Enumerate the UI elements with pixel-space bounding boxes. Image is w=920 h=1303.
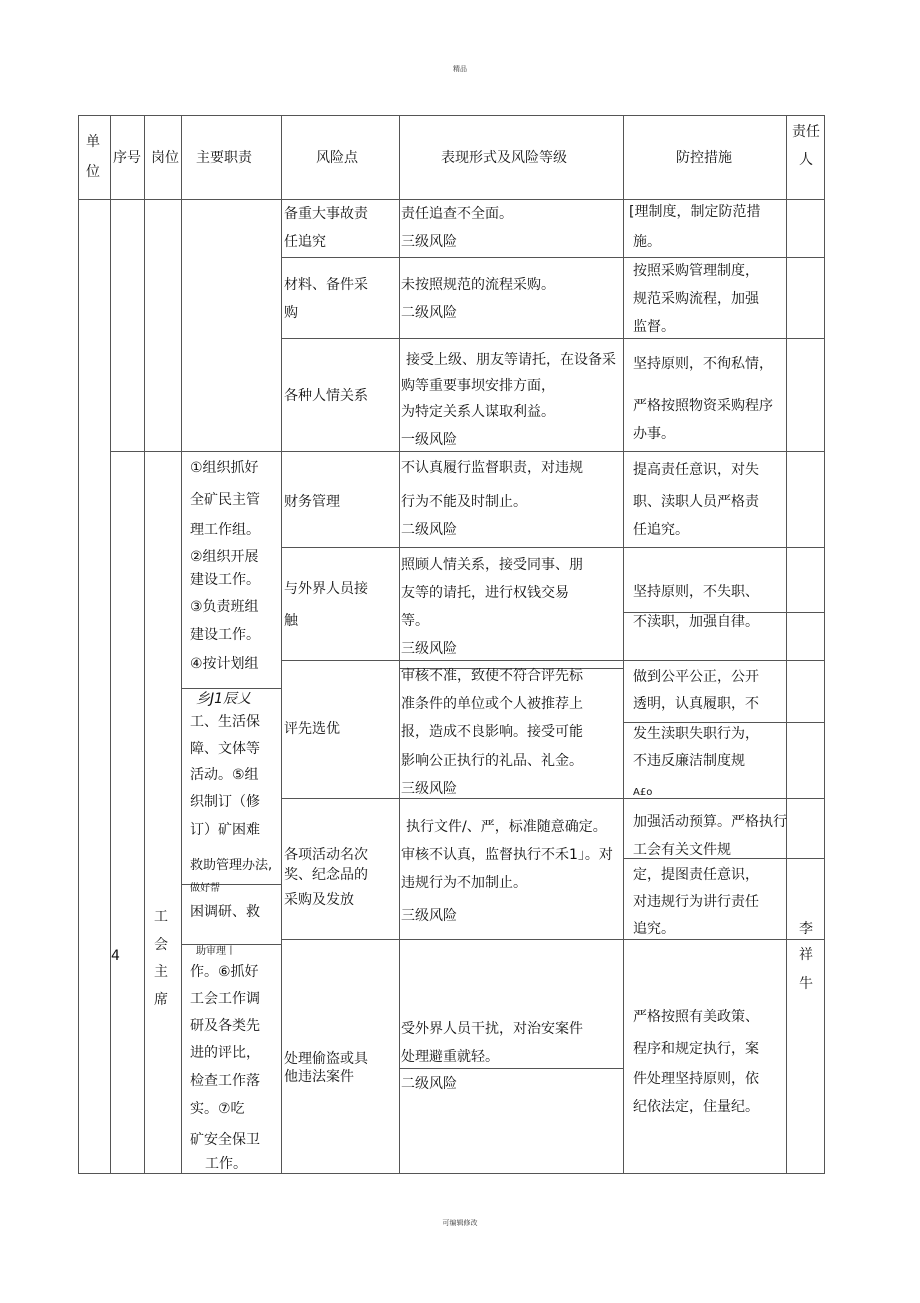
group-person-2: 祥 [799,947,813,963]
group-post-2: 会 [154,937,168,953]
row7-form-1: 执行文件/、严，标准随意确定。 [406,819,607,835]
duty-line: 做好帮 [190,883,220,894]
header-form: 表现形式及风险等级 [441,150,567,166]
row3-measure-3: 办事。 [633,426,675,442]
row5-form-2: 友等的请托，进行权钱交易 [401,585,569,601]
row5-measure-1: 坚持原则，不失职、 [633,584,759,600]
page-footer: 可编辑修改 [442,1219,478,1227]
row2-risk-2: 购 [284,305,298,321]
duty-line: 活动。⑤组 [190,767,259,783]
row4-measure-2: 职、渎职人员严格责 [633,494,759,510]
row4-form-2: 行为不能及时制止。 [401,494,527,510]
row4-measure-3: 任追究。 [633,522,689,538]
row7-form-4: 三级风险 [401,908,457,924]
duty-line: 研及各类先 [190,1018,260,1034]
group-post-3: 主 [154,964,168,980]
group-post-4: 席 [154,992,168,1008]
row7-risk-3: 采购及发放 [284,892,354,908]
row6-form-3: 报，造成不良影响。接受可能 [401,724,583,740]
row2-form-2: 二级风险 [401,305,457,321]
row6-measure-5: A£o [633,787,653,798]
row2-risk-1: 材料、备件采 [284,277,368,293]
duty-line: 困调研、救 [190,904,260,920]
row5-form-4: 三级风险 [401,641,457,657]
row6-form-1: 审核不准，致使不符合评先标 [401,668,583,684]
group-person-1: 李 [799,921,813,937]
row3-form-2: 购等重要事坝安排方面， [401,378,555,394]
row6-form-4: 影响公正执行的礼品、礼金。 [401,753,583,769]
duty-line: 织制订（修 [190,794,260,810]
duty-line: 障、文体等 [190,741,260,757]
row7-form-2: 审核不认真，监督执行不禾1」。对 [401,847,613,863]
duty-line: 矿安全保卫 [190,1132,260,1148]
row5-form-1: 照顾人情关系，接受同事、朋 [401,557,583,573]
header-unit-2: 位 [86,164,100,180]
row8-measure-2: 程序和规定执行，案 [633,1041,759,1057]
duty-line: ③负责班组 [190,599,259,615]
row8-measure-3: 件处理坚持原则，依 [633,1071,759,1087]
duty-line: 工会工作调 [190,991,260,1007]
duty-line: 建设工作。 [190,627,260,643]
duty-line: 理工作组。 [190,522,260,538]
row7-risk-1: 各项活动名次 [284,847,368,863]
row3-form-4: 一级风险 [401,432,457,448]
duty-line: 工、生活保 [190,714,260,730]
row1-measure-2: 施。 [633,234,661,250]
row7-measure-1: 加强活动预算。严格执行 [633,814,787,830]
duty-line: 助审理丨 [196,946,236,957]
row7-form-3: 违规行为不加制止。 [401,875,527,891]
duty-line: ①组织抓好 [190,460,259,476]
row8-form-3: 二级风险 [401,1076,457,1092]
row3-risk-1: 各种人情关系 [284,388,368,404]
row1-measure-1: [理制度，制定防范措 [629,204,761,220]
row4-risk-1: 财务管理 [284,494,340,510]
row7-measure-3: 定，提图责任意识， [633,867,759,883]
header-seq: 序号 [113,150,141,166]
duty-line: 工作。 [205,1156,247,1172]
row2-measure-3: 监督。 [633,319,675,335]
row2-measure-1: 按照采购管理制度， [633,263,759,279]
row8-form-1: 受外界人员干扰，对治安案件 [401,1021,583,1037]
duty-line: ②组织开展 [190,549,259,565]
row3-measure-1: 坚持原则，不徇私情， [633,356,773,372]
row5-risk-2: 触 [284,613,298,629]
row8-measure-4: 纪依法定，住量纪。 [633,1099,759,1115]
row6-risk-1: 评先选优 [284,721,340,737]
header-person-1: 责任 [792,124,820,140]
row8-form-2: 处理避重就轻。 [401,1049,499,1065]
row5-measure-2: 不渎职，加强自律。 [633,614,759,630]
header-measure: 防控措施 [676,150,732,166]
duty-line: ④按计划组 [190,656,259,672]
row8-risk-1: 处理偷盗或具 [284,1051,368,1067]
group-seq: 4 [111,948,120,964]
row6-measure-2: 透明，认真履职，不 [633,696,759,712]
row8-measure-1: 严格按照有美政策、 [633,1009,759,1025]
row7-measure-4: 对违规行为讲行责任 [633,894,759,910]
row6-measure-4: 不违反廉洁制度规 [633,753,745,769]
duty-line: 乡J1辰乂 [196,691,252,707]
duty-line: 进的评比， [190,1045,260,1061]
row3-measure-2: 严格按照物资采购程序 [633,398,773,414]
duty-line: 建设工作。 [190,572,260,588]
header-unit-1: 单 [86,134,100,150]
row1-form-1: 责任追查不全面。 [401,206,513,222]
group-person-3: 牛 [799,976,813,992]
row7-measure-2: 工会有关文件规 [633,842,731,858]
row1-form-2: 三级风险 [401,234,457,250]
row4-measure-1: 提高责任意识，对失 [633,462,759,478]
group-post-1: 工 [154,909,168,925]
row5-risk-1: 与外界人员接 [284,581,368,597]
header-person-2: 人 [799,152,813,168]
duty-line: 作。⑥抓好 [190,964,259,980]
duty-line: 实。⑦吃 [190,1101,245,1117]
duty-line: 全矿民主管 [190,492,260,508]
row6-form-5: 三级风险 [401,781,457,797]
row5-form-3: 等。 [401,613,429,629]
row6-measure-1: 做到公平公正，公开 [633,669,759,685]
row2-measure-2: 规范采购流程，加强 [633,291,759,307]
row2-form-1: 未按照规范的流程采购。 [401,277,555,293]
duty-line: 订）矿困难 [190,822,260,838]
row6-form-2: 准条件的单位或个人被推荐上 [401,696,583,712]
row3-form-1: 接受上级、朋友等请托，在设备采 [406,352,616,368]
header-post: 岗位 [151,150,179,166]
page-header: 精品 [453,65,467,73]
header-duty: 主要职责 [196,150,252,166]
row6-measure-3: 发生渎职失职行为， [633,726,759,742]
row7-risk-2: 奖、纪念品的 [284,867,368,883]
row4-form-1: 不认真履行监督职责，对违规 [401,460,583,476]
row1-risk-1: 备重大事故责 [284,206,368,222]
header-risk: 风险点 [316,150,358,166]
duty-line: 救助管理办法, [190,858,273,873]
duty-line: 检查工作落 [190,1073,260,1089]
row8-risk-2: 他违法案件 [284,1069,354,1085]
row3-form-3: 为特定关系人谋取利益。 [401,404,555,420]
row1-risk-2: 任追究 [284,234,326,250]
row7-measure-5: 追究。 [633,921,675,937]
row4-form-3: 二级风险 [401,522,457,538]
